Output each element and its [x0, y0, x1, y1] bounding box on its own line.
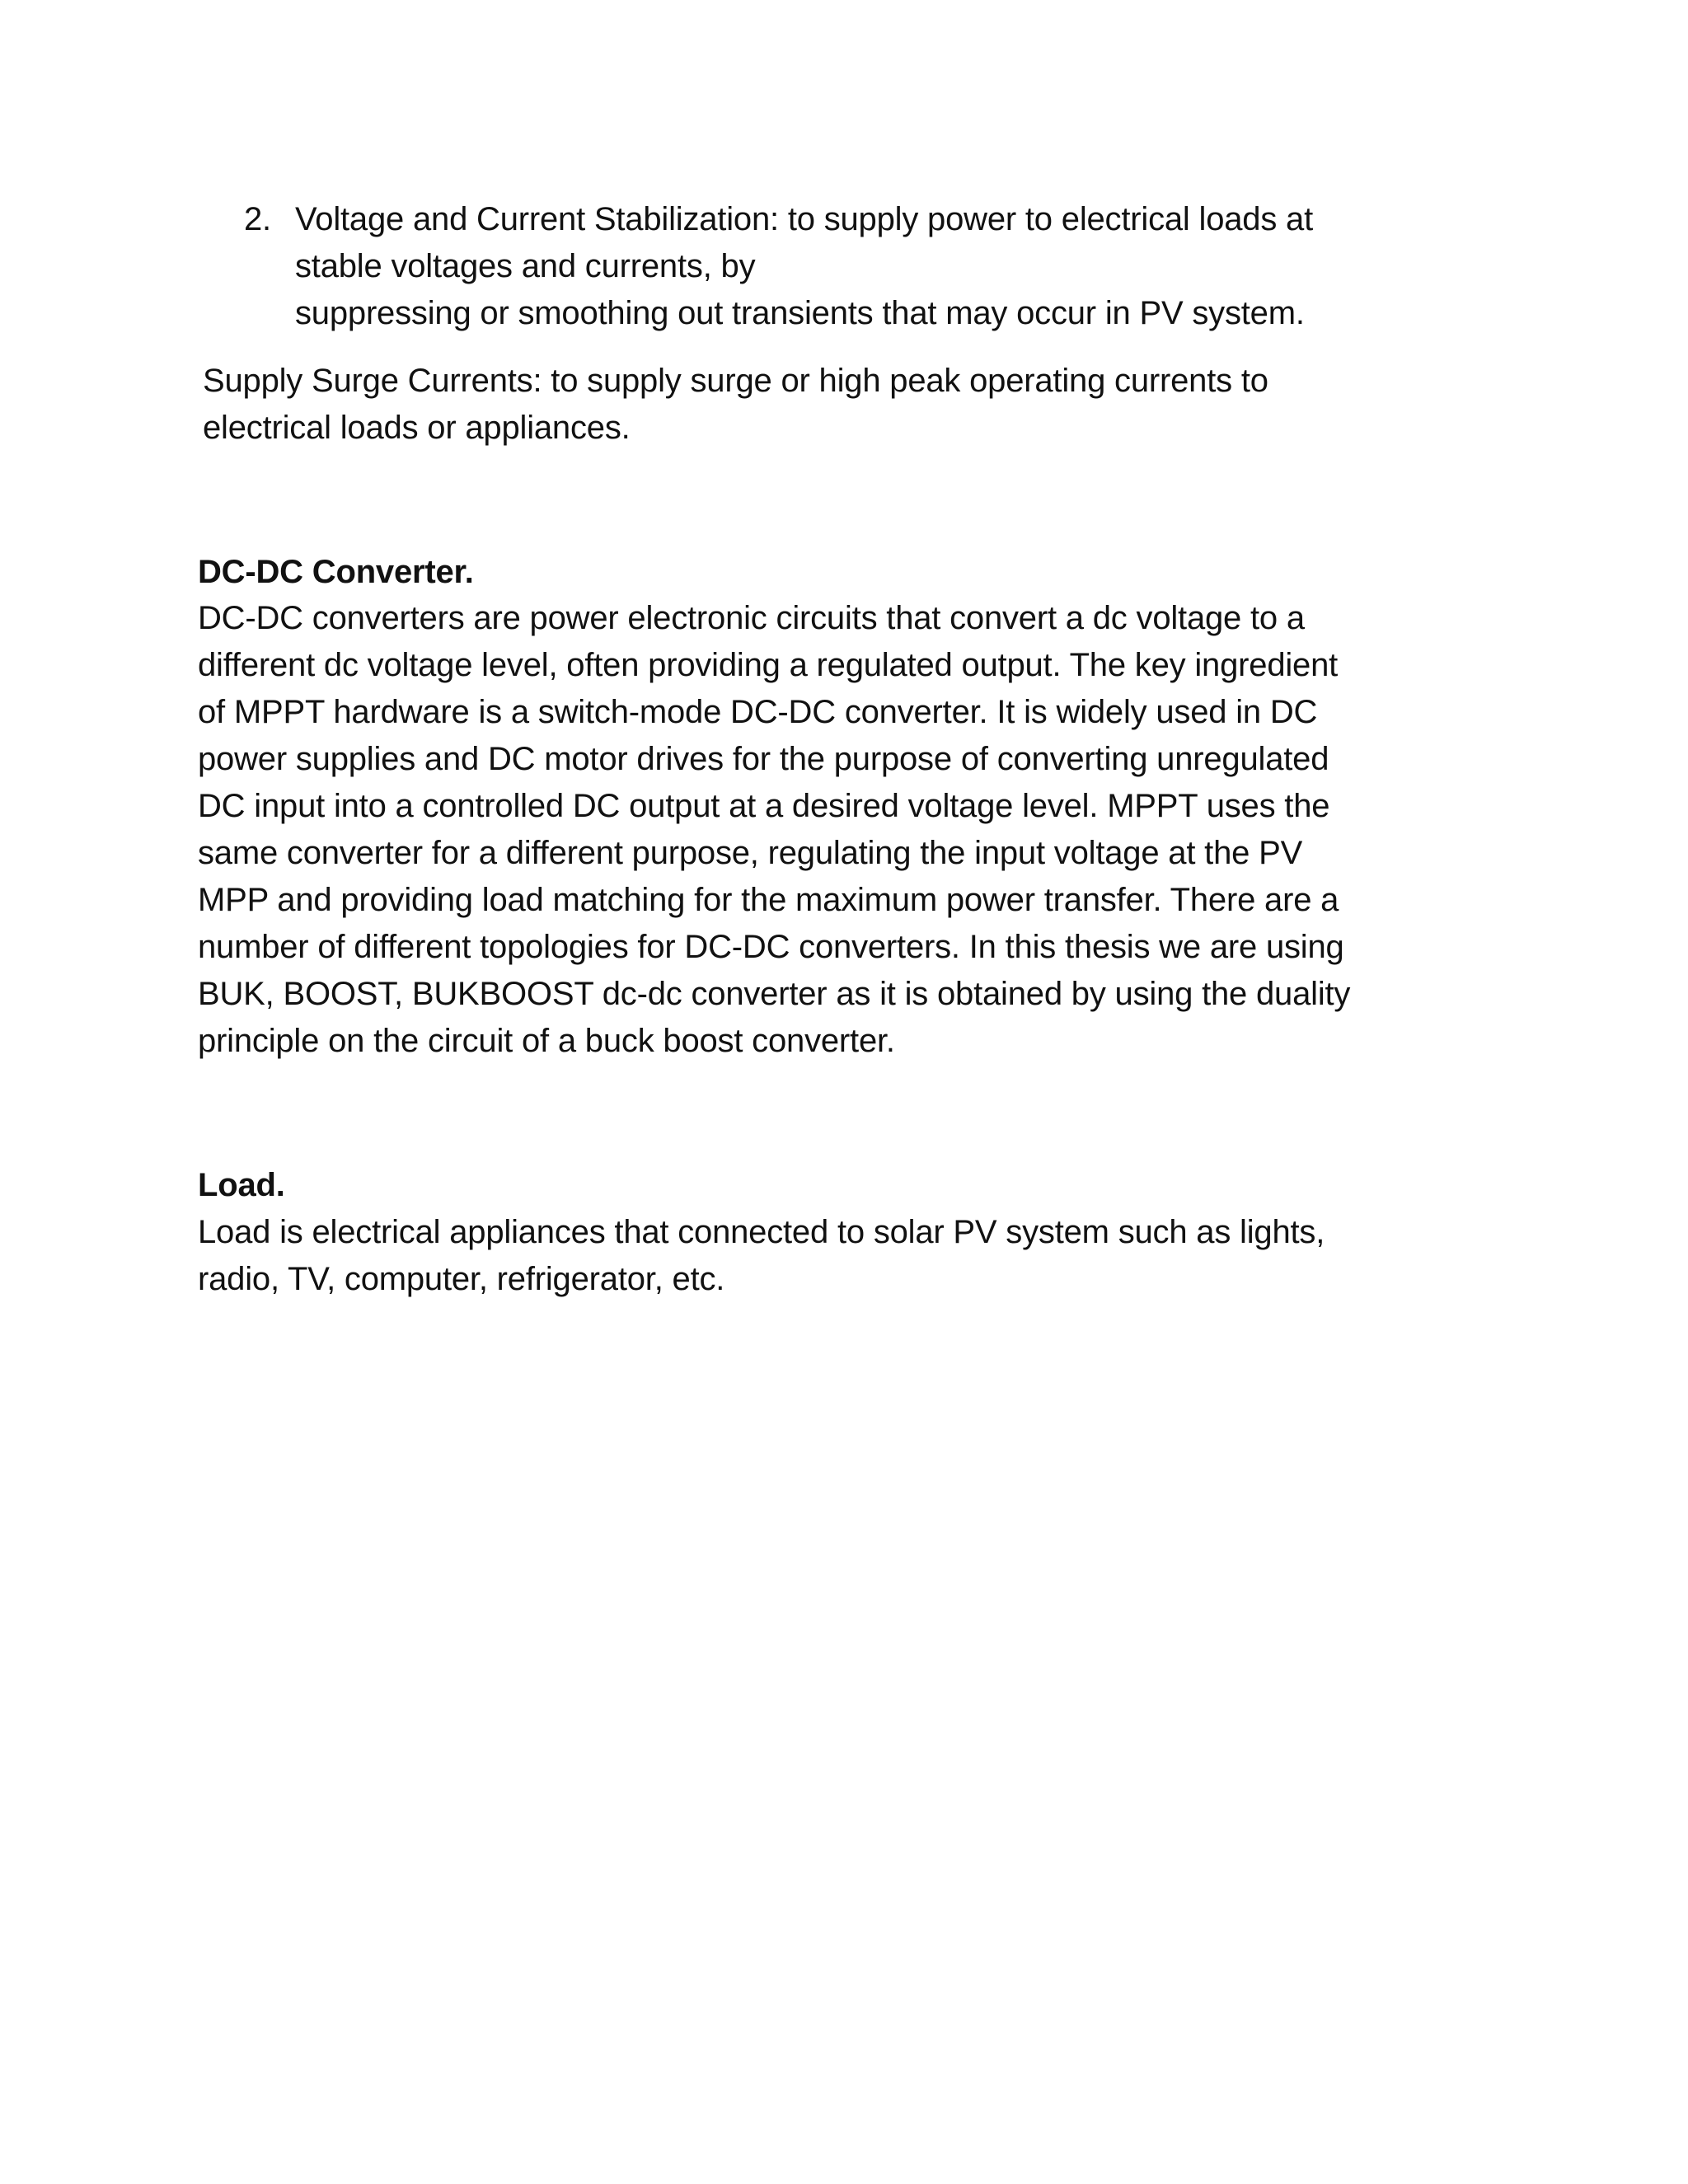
paragraph-line: DC input into a controlled DC output at a desired voltage level. MPPT uses the: [198, 788, 1330, 824]
paragraph-line: MPP and providing load matching for the maximum power transfer. There are a: [198, 882, 1339, 918]
paragraph-line: different dc voltage level, often providing a regulated output. The key ingredient: [198, 647, 1339, 683]
list-item-line: stable voltages and currents, by: [295, 248, 756, 284]
paragraph-line: same converter for a different purpose, regulating the input voltage at the PV: [198, 835, 1303, 871]
paragraph-line: principle on the circuit of a buck boost converter.: [198, 1023, 895, 1059]
paragraph-line: DC-DC converters are power electronic circuits that convert a dc voltage to a: [198, 600, 1305, 636]
paragraph-line: radio, TV, computer, refrigerator, etc.: [198, 1261, 725, 1297]
paragraph-line: power supplies and DC motor drives for the purpose of converting unregulated: [198, 741, 1329, 777]
list-item-line: Voltage and Current Stabilization: to supply power to electrical loads at: [295, 201, 1314, 237]
list-item-number: 2.: [244, 201, 271, 237]
paragraph-line: BUK, BOOST, BUKBOOST dc-dc converter as it is obtained by using the duality: [198, 976, 1351, 1012]
paragraph-line: Supply Surge Currents: to supply surge or high peak operating currents to: [203, 363, 1268, 399]
section-heading-dcdc: DC-DC Converter.: [198, 554, 474, 590]
paragraph-line: of MPPT hardware is a switch-mode DC-DC converter. It is widely used in DC: [198, 694, 1318, 730]
paragraph-line: Load is electrical appliances that connected to solar PV system such as lights,: [198, 1214, 1325, 1250]
list-item-line: suppressing or smoothing out transients that may occur in PV system.: [295, 295, 1305, 331]
section-heading-load: Load.: [198, 1167, 285, 1203]
paragraph-line: number of different topologies for DC-DC converters. In this thesis we are using: [198, 929, 1344, 965]
paragraph-line: electrical loads or appliances.: [203, 410, 631, 446]
